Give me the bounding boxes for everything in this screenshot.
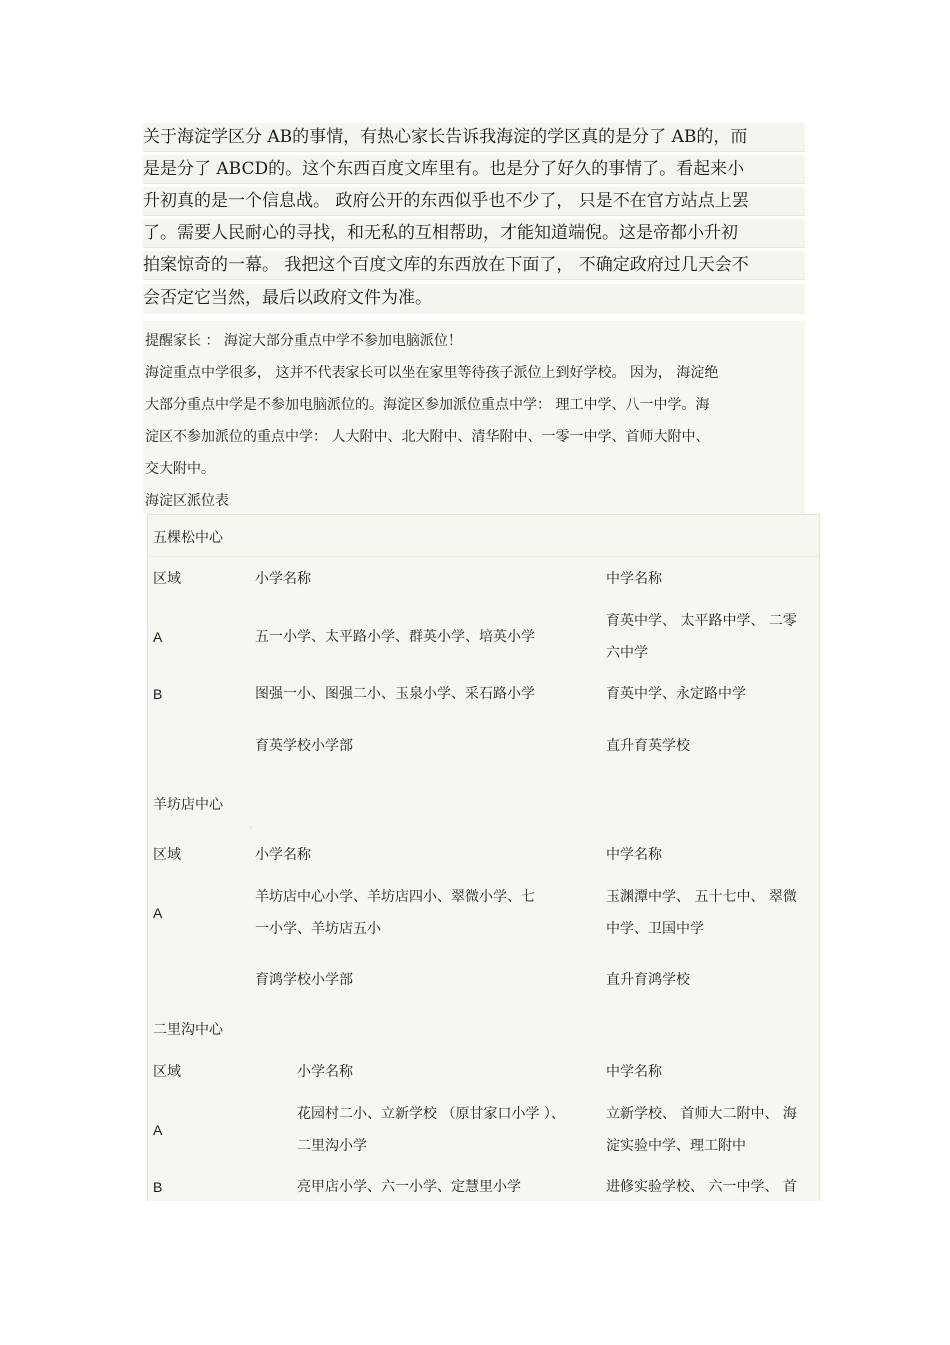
header-primary: 小学名称	[255, 847, 311, 863]
section-title-erligou: 二里沟中心	[153, 1022, 223, 1038]
intro-line-2: 是是分了 ABCD的。这个东西百度文库里有。也是分了好久的事情了。看起来小	[143, 155, 805, 184]
area-cell: A	[153, 905, 163, 921]
header-middle: 中学名称	[606, 1064, 662, 1080]
primary-cell-cont: 一小学、羊坊店五小	[255, 921, 381, 937]
intro-line-3: 升初真的是一个信息战。 政府公开的东西似乎也不少了， 只是不在官方站点上罢	[143, 187, 805, 216]
middle-cell: 育英中学、 太平路中学、 二零	[606, 613, 797, 629]
row-divider	[147, 556, 819, 557]
notice-line-2: 大部分重点中学是不参加电脑派位的。海淀区参加派位重点中学： 理工中学、八一中学。海	[145, 397, 710, 413]
primary-cell: 育英学校小学部	[255, 738, 353, 754]
middle-cell: 立新学校、 首师大二附中、 海	[606, 1106, 797, 1122]
notice-line-4: 交大附中。	[145, 461, 215, 477]
notice-line-3: 淀区不参加派位的重点中学： 人大附中、北大附中、清华附中、一零一中学、首师大附中、	[145, 429, 710, 445]
header-area: 区域	[153, 571, 181, 587]
middle-cell: 直升育英学校	[606, 738, 690, 754]
area-cell: A	[153, 1122, 163, 1138]
section-title-wukesong: 五棵松中心	[153, 530, 223, 546]
primary-cell: 羊坊店中心小学、羊坊店四小、翠微小学、七	[255, 889, 535, 905]
middle-cell: 进修实验学校、 六一中学、 首	[606, 1179, 797, 1195]
header-middle: 中学名称	[606, 847, 662, 863]
middle-cell: 玉渊潭中学、 五十七中、 翠微	[606, 889, 797, 905]
notice-line-1: 海淀重点中学很多， 这并不代表家长可以坐在家里等待孩子派位上到好学校。 因为， 海淀绝	[145, 365, 719, 381]
header-area: 区域	[153, 1064, 181, 1080]
middle-cell-cont: 六中学	[606, 645, 648, 661]
header-area: 区域	[153, 847, 181, 863]
header-middle: 中学名称	[606, 571, 662, 587]
middle-cell-cont: 中学、卫国中学	[606, 921, 704, 937]
primary-cell: 育鸿学校小学部	[255, 972, 353, 988]
intro-line-4: 了。需要人民耐心的寻找，和无私的互相帮助，才能知道端倪。这是帝都小升初	[143, 219, 805, 248]
section-title-yangfangdian: 羊坊店中心	[153, 797, 223, 813]
intro-line-6: 会否定它当然，最后以政府文件为准。	[143, 284, 805, 314]
intro-line-1: 关于海淀学区分 AB的事情，有热心家长告诉我海淀的学区真的是分了 AB的，而	[143, 123, 805, 152]
notice-title: 提醒家长 ： 海淀大部分重点中学不参加电脑派位！	[145, 333, 462, 349]
middle-cell: 直升育鸿学校	[606, 972, 690, 988]
intro-line-5: 拍案惊奇的一幕。 我把这个百度文库的东西放在下面了， 不确定政府过几天会不	[143, 251, 805, 280]
header-primary: 小学名称	[297, 1064, 353, 1080]
table-title: 海淀区派位表	[145, 493, 229, 509]
middle-cell-cont: 淀实验中学、理工附中	[606, 1138, 746, 1154]
primary-cell: 图强一小、图强二小、玉泉小学、采石路小学	[255, 686, 535, 702]
middle-cell: 育英中学、永定路中学	[606, 686, 746, 702]
header-primary: 小学名称	[255, 571, 311, 587]
scan-mark: ˈ	[250, 826, 253, 835]
primary-cell-cont: 二里沟小学	[297, 1138, 367, 1154]
area-cell: A	[153, 629, 163, 645]
primary-cell: 五一小学、太平路小学、群英小学、培英小学	[255, 629, 535, 645]
primary-cell: 亮甲店小学、六一小学、定慧里小学	[297, 1179, 521, 1195]
area-cell: B	[153, 686, 163, 702]
primary-cell: 花园村二小、立新学校 （原甘家口小学 ）、	[297, 1106, 565, 1122]
area-cell: B	[153, 1179, 163, 1195]
